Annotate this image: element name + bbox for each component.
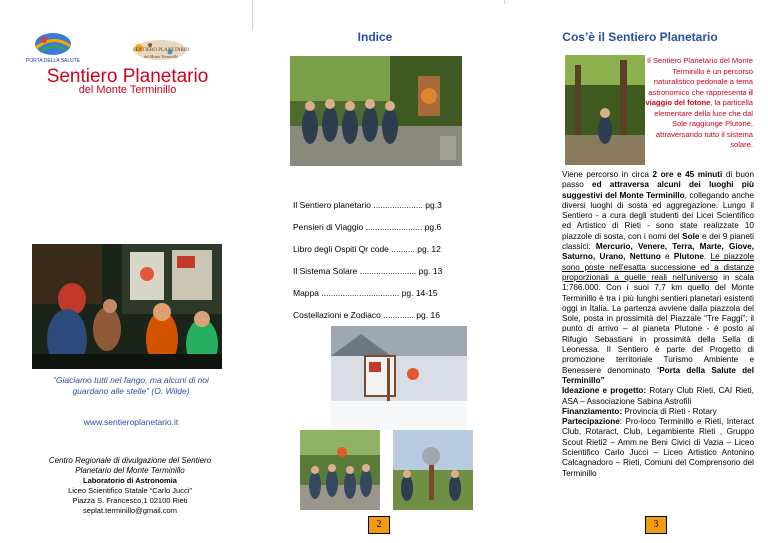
page-number-2: 2 [368,516,390,534]
contact-block [30,456,230,516]
toc-entry[interactable]: Il Sentiero planetario ..................... pg.3 [293,200,442,210]
night-kids-photo [32,244,222,369]
participation-value: : Pro-loco Terminillo e Rieti, Interact Club, Rotaract, Club, Legambiente Rieti , Gruppo Scout Rieti2 – Amm.ne Beni Civici di Vazia – Liceo Scientifico Carlo Jucci – Liceo Artistico Antonino Calcagnadoro – Rieti, Comuni del Comprensorio del Terminillo [562,417,754,478]
toc-entry[interactable]: Libro degli Ospiti Qr code .......... pg. 12 [293,244,441,254]
text-run: e dei 9 pianeti classici: [562,231,754,252]
hikers-photo [300,430,380,510]
text-run: in scala 1:766.000. Con i suoi 7,7 km quello del Monte Terminillo è tra i più lunghi sentieri planetari esistenti oggi in Italia. La partenza avviene dalla piazzola del Sole, posta in prossimità del Piazzale “Tre Faggi”; il punto di arrivo – al pianeta Plutone - è posto al Rifugio Sebastiani in prossimità della Sella di Leonessa. Il Sentiero è parte del Progetto di promozione territoriale Turismo Ambiente e Benessere denominato “ [562,272,754,375]
text-bold: Mercurio, Venere, Terra, Marte, Giove, Saturno, Urano, Nettuno [562,242,754,262]
toc-entry[interactable]: Pensieri di Viaggio ........................ pg.6 [293,222,442,232]
description-text [562,170,754,479]
website-link[interactable]: www.sentieroplanetario.it [83,417,179,427]
forest-path-photo [565,55,645,165]
sentiero-logo-text: SENTIERO PLANETARIO [132,48,190,53]
group-hike-photo [290,56,462,166]
column-divider [504,0,505,4]
sentiero-planetario-logo [130,36,190,66]
intro-part: , la particella elementare della luce che dal Sole raggiunge Plutone, attraversando tutto il sistema solare. [654,98,753,149]
text-underline: Le piazzole sono poste nell'esatta successione ed a distanze proporzionali a quelle reali nell'universo [562,252,755,282]
intro-emphasis: il viaggio del fotone [645,87,753,107]
brochure-subtitle: del Monte Terminillo [78,84,177,96]
text-run: , collegando anche diversi luoghi di sosta ed aggregazione. Lungo il Sentiero - a cura degli studenti dei Licei Scientifico ed Artistico di Rieti - sono state realizzate 10 piazzole di sosta, con i nomi del [562,190,754,241]
credits-label: Ideazione e progetto: [562,386,647,396]
text-run: Viene percorso in circa [562,170,653,179]
toc-entry[interactable]: Il Sistema Solare ........................ pg. 13 [293,266,443,276]
centre-description: Centro Regionale di divulgazione del Sentiero Planetario del Monte Terminillo [48,456,212,475]
planet-station-photo [393,430,473,510]
funding-label: Finanziamento: [562,406,623,416]
section-heading: Cos’è il Sentiero Planetario [562,30,718,44]
text-bold: ed attraversa alcuni dei luoghi più suggestivi del Monte Terminillo [562,180,754,200]
text-bold: Sole [682,231,700,241]
brochure-title: Sentiero Planetario [46,66,209,87]
address: Piazza S. Francesco,1 02100 Rieti [72,496,188,505]
text-bold: 2 ore e 45 minuti [652,170,723,179]
text-bold: Plutone [673,252,704,262]
intro-part: Il Sentiero Planetario del Monte Terminillo è un percorso naturalistico pedonale a tema astronomico che rappresenta [647,56,753,97]
email[interactable]: seplat.terminillo@gmail.com [83,506,177,515]
porta-salute-logo [25,30,81,64]
text-bold: Porta della Salute del Terminillo” [562,365,754,385]
page-number-3: 3 [645,516,667,534]
text-run: . [703,252,711,262]
funding-value: Provincia di Rieti - Rotary [622,406,717,416]
wilde-quote: “Giaciamo tutti nel fango, ma alcuni di noi guardano alle stelle” (O. Wilde) [53,375,209,396]
sentiero-logo-subtext: del Monte Terminillo [144,54,178,59]
toc-entry[interactable]: Costellazioni e Zodiaco ............. pg. 16 [293,310,440,320]
participation-label: Partecipazione [562,417,620,427]
text-run: e [660,252,674,262]
porta-logo-text: PORTA DELLA SALUTE [25,58,81,64]
school-name: Liceo Scientifico Statale “Carlo Jucci” [68,486,192,495]
text-run: di buon passo [562,170,754,190]
credits-value: Rotary Club Rieti, CAI Rieti, ASA – Associazione Sabina Astrofili [562,386,754,406]
toc-entry[interactable]: Mappa ................................. pg. 14-15 [293,288,438,298]
index-heading: Indice [357,30,393,44]
lab-name: Laboratorio di Astronomia [83,476,177,485]
column-divider [252,0,253,30]
intro-text [645,56,753,151]
winter-signpost-photo [331,326,467,430]
